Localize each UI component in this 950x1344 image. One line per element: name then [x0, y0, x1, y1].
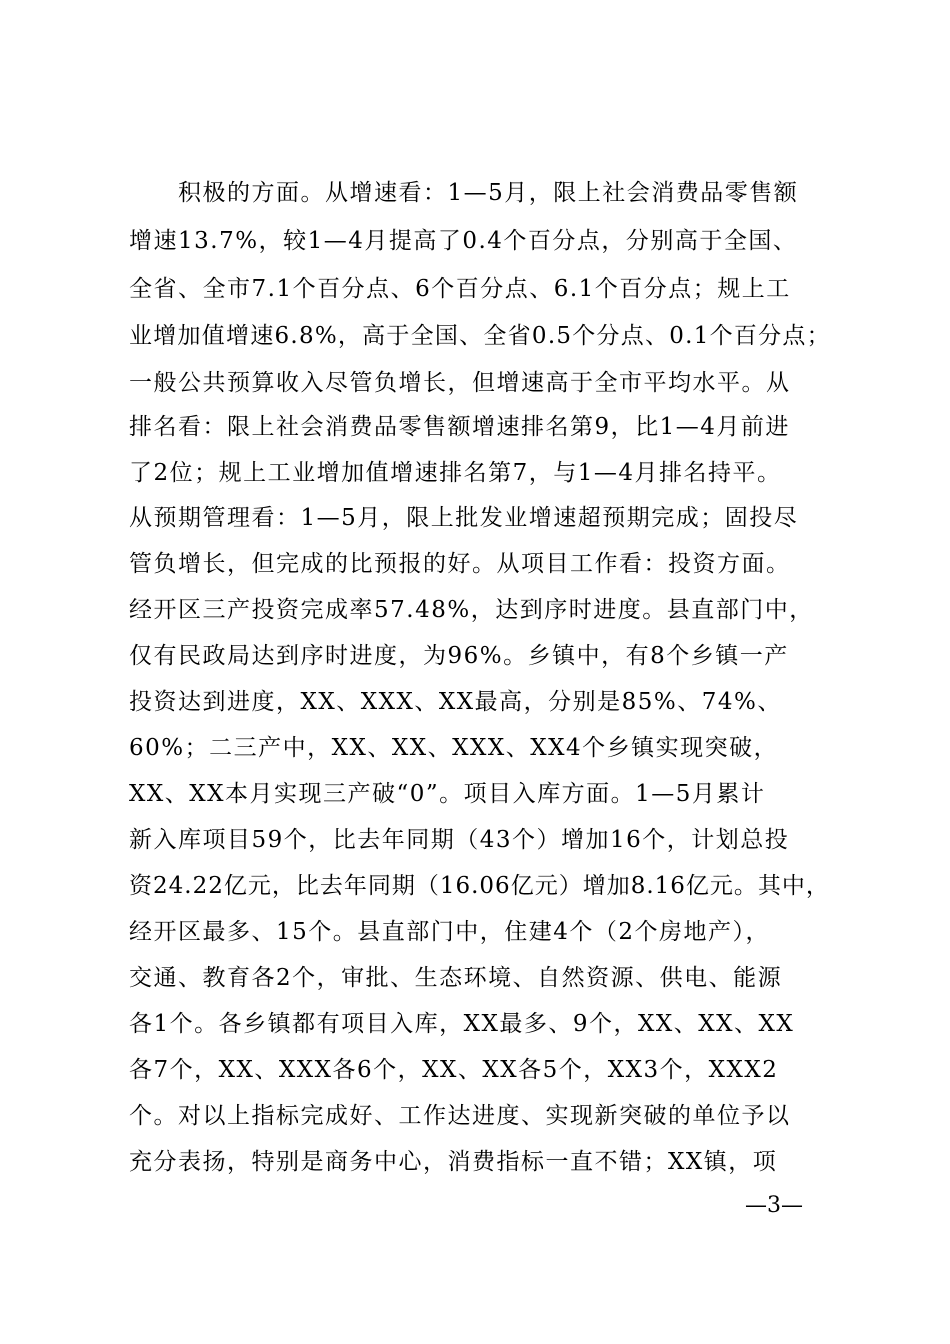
- paragraph-line-7: 了2位；规上工业增加值增速排名第7，与1—4月排名持平。: [129, 460, 782, 486]
- paragraph-line-5: 一般公共预算收入尽管负增长，但增速高于全市平均水平。从: [129, 370, 791, 396]
- paragraph-line-11: 仅有民政局达到序时进度，为96%。乡镇中，有8个乡镇一产: [129, 643, 789, 669]
- paragraph-line-3: 全省、全市7.1个百分点、6个百分点、6.1个百分点；规上工: [129, 276, 791, 302]
- paragraph-line-13: 60%；二三产中，XX、XX、XXX、XX4个乡镇实现突破，: [129, 735, 779, 761]
- paragraph-line-10: 经开区三产投资完成率57.48%，达到序时进度。县直部门中，: [129, 597, 814, 623]
- paragraph-line-6: 排名看：限上社会消费品零售额增速排名第9，比1—4月前进: [129, 414, 790, 440]
- page-number: —3—: [745, 1193, 803, 1218]
- paragraph-line-16: 资24.22亿元，比去年同期（16.06亿元）增加8.16亿元。其中，: [129, 873, 830, 899]
- paragraph-line-18: 交通、教育各2个，审批、生态环境、自然资源、供电、能源: [129, 965, 783, 991]
- paragraph-line-22: 充分表扬，特别是商务中心，消费指标一直不错；XX镇，项: [129, 1149, 778, 1175]
- paragraph-line-1: 积极的方面。从增速看：1—5月，限上社会消费品零售额: [178, 180, 799, 206]
- paragraph-line-12: 投资达到进度，XX、XXX、XX最高，分别是85%、74%、: [129, 689, 782, 715]
- paragraph-line-2: 增速13.7%，较1—4月提高了0.4个百分点，分别高于全国、: [129, 228, 798, 254]
- paragraph-line-15: 新入库项目59个，比去年同期（43个）增加16个，计划总投: [129, 827, 790, 853]
- paragraph-line-21: 个。对以上指标完成好、工作达进度、实现新突破的单位予以: [129, 1103, 791, 1129]
- paragraph-line-4: 业增加值增速6.8%，高于全国、全省0.5个分点、0.1个百分点；: [129, 323, 831, 349]
- paragraph-line-20: 各7个，XX、XXX各6个，XX、XX各5个，XX3个，XXX2: [129, 1057, 779, 1083]
- paragraph-line-14: XX、XX本月实现三产破“0”。项目入库方面。1—5月累计: [129, 781, 766, 807]
- paragraph-line-8: 从预期管理看：1—5月，限上批发业增速超预期完成；固投尽: [129, 505, 799, 531]
- paragraph-line-9: 管负增长，但完成的比预报的好。从项目工作看：投资方面。: [129, 551, 791, 577]
- paragraph-line-19: 各1个。各乡镇都有项目入库，XX最多、9个，XX、XX、XX: [129, 1011, 795, 1037]
- paragraph-line-17: 经开区最多、15个。县直部门中，住建4个（2个房地产），: [129, 919, 771, 945]
